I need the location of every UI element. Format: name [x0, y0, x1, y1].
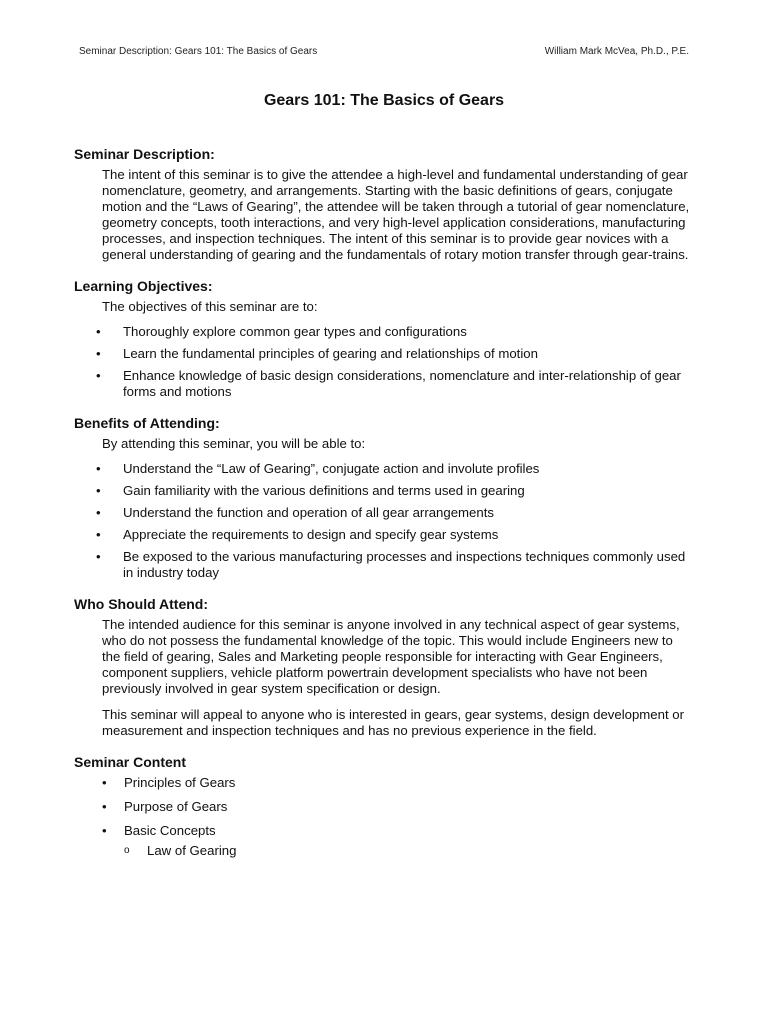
list-item-text: Basic Concepts [124, 823, 216, 838]
list-item-text: Principles of Gears [124, 775, 236, 790]
list-item [74, 823, 694, 859]
benefits-list [96, 461, 694, 581]
bullet-icon: • [102, 823, 107, 838]
bullet-icon: • [96, 527, 101, 542]
list-item [96, 549, 694, 581]
list-item-text: Purpose of Gears [124, 799, 228, 814]
learning-objectives-list [96, 324, 694, 400]
seminar-description-heading: Seminar Description: [74, 146, 215, 162]
seminar-content-section [74, 753, 694, 859]
basic-concepts-sublist [124, 843, 694, 859]
list-item [96, 346, 694, 362]
document-title: Gears 101: The Basics of Gears [263, 92, 505, 109]
list-item [96, 324, 694, 340]
bullet-icon: • [96, 505, 101, 520]
learning-objectives-heading: Learning Objectives: [74, 278, 213, 294]
learning-objectives-section [74, 277, 694, 400]
list-item [96, 505, 694, 521]
document-content [74, 145, 694, 873]
bullet-icon: • [96, 324, 101, 339]
sub-list-item [124, 843, 694, 859]
list-item [96, 483, 694, 499]
list-item [74, 775, 694, 791]
bullet-icon: • [96, 461, 101, 476]
who-should-attend-paragraph-2: This seminar will appeal to anyone who is interested in gears, gear systems, design development or measurement and inspection techniques and has no previous experience in the field. [102, 707, 685, 738]
bullet-icon: • [96, 346, 101, 361]
who-should-attend-section [74, 595, 694, 739]
list-item-text: Be exposed to the various manufacturing processes and inspections techniques commonly used in industry today [123, 549, 686, 580]
list-item [96, 368, 694, 400]
benefits-heading: Benefits of Attending: [74, 415, 220, 431]
learning-objectives-intro: The objectives of this seminar are to: [102, 299, 318, 314]
bullet-icon: • [96, 483, 101, 498]
seminar-description-body: The intent of this seminar is to give the attendee a high-level and fundamental understanding of gear nomenclature, geometry, and arrangements. Starting with the basic definitions of gears, conjugate motion and the “Laws of Gearing”, the attendee will be taken through a tutorial of gear nomenclature, geometry concepts, tooth interactions, and very high-level application considerations, manufacturing processes, and inspection techniques. The intent of this seminar is to provide gear novices with a general understanding of gearing and the fundamentals of rotary motion transfer through gear-trains. [102, 167, 690, 262]
list-item-text: Learn the fundamental principles of gearing and relationships of motion [123, 346, 538, 361]
list-item [96, 527, 694, 543]
bullet-icon: • [96, 368, 101, 383]
sub-list-item-text: Law of Gearing [147, 843, 237, 858]
list-item [74, 799, 694, 815]
who-should-attend-paragraph-1: The intended audience for this seminar is anyone involved in any technical aspect of gear systems, who do not possess the fundamental knowledge of the topic. This would include Engineers new to the field of gearing, Sales and Marketing people responsible for interacting with Gear Engineers, component suppliers, vehicle platform powertrain development specialists who have not been previously involved in gear system specification or design. [102, 617, 680, 696]
list-item-text: Enhance knowledge of basic design considerations, nomenclature and inter-relationship of gear forms and motions [123, 368, 681, 399]
seminar-description-section [74, 145, 694, 263]
seminar-content-list [74, 775, 694, 859]
header-left-text: Seminar Description: Gears 101: The Basics of Gears [79, 46, 318, 57]
header-right-text: William Mark McVea, Ph.D., P.E. [544, 46, 689, 57]
who-should-attend-heading: Who Should Attend: [74, 596, 208, 612]
benefits-intro: By attending this seminar, you will be able to: [102, 436, 366, 451]
bullet-icon: • [96, 549, 101, 564]
benefits-section [74, 414, 694, 581]
running-header [79, 45, 689, 59]
list-item [96, 461, 694, 477]
bullet-icon: • [102, 775, 107, 790]
hollow-bullet-icon: o [124, 845, 130, 856]
list-item-text: Gain familiarity with the various definitions and terms used in gearing [123, 483, 525, 498]
list-item-text: Understand the “Law of Gearing”, conjugate action and involute profiles [123, 461, 540, 476]
seminar-content-heading: Seminar Content [74, 754, 187, 770]
list-item-text: Understand the function and operation of all gear arrangements [123, 505, 494, 520]
list-item-text: Appreciate the requirements to design and specify gear systems [123, 527, 499, 542]
bullet-icon: • [102, 799, 107, 814]
list-item-text: Thoroughly explore common gear types and configurations [123, 324, 467, 339]
